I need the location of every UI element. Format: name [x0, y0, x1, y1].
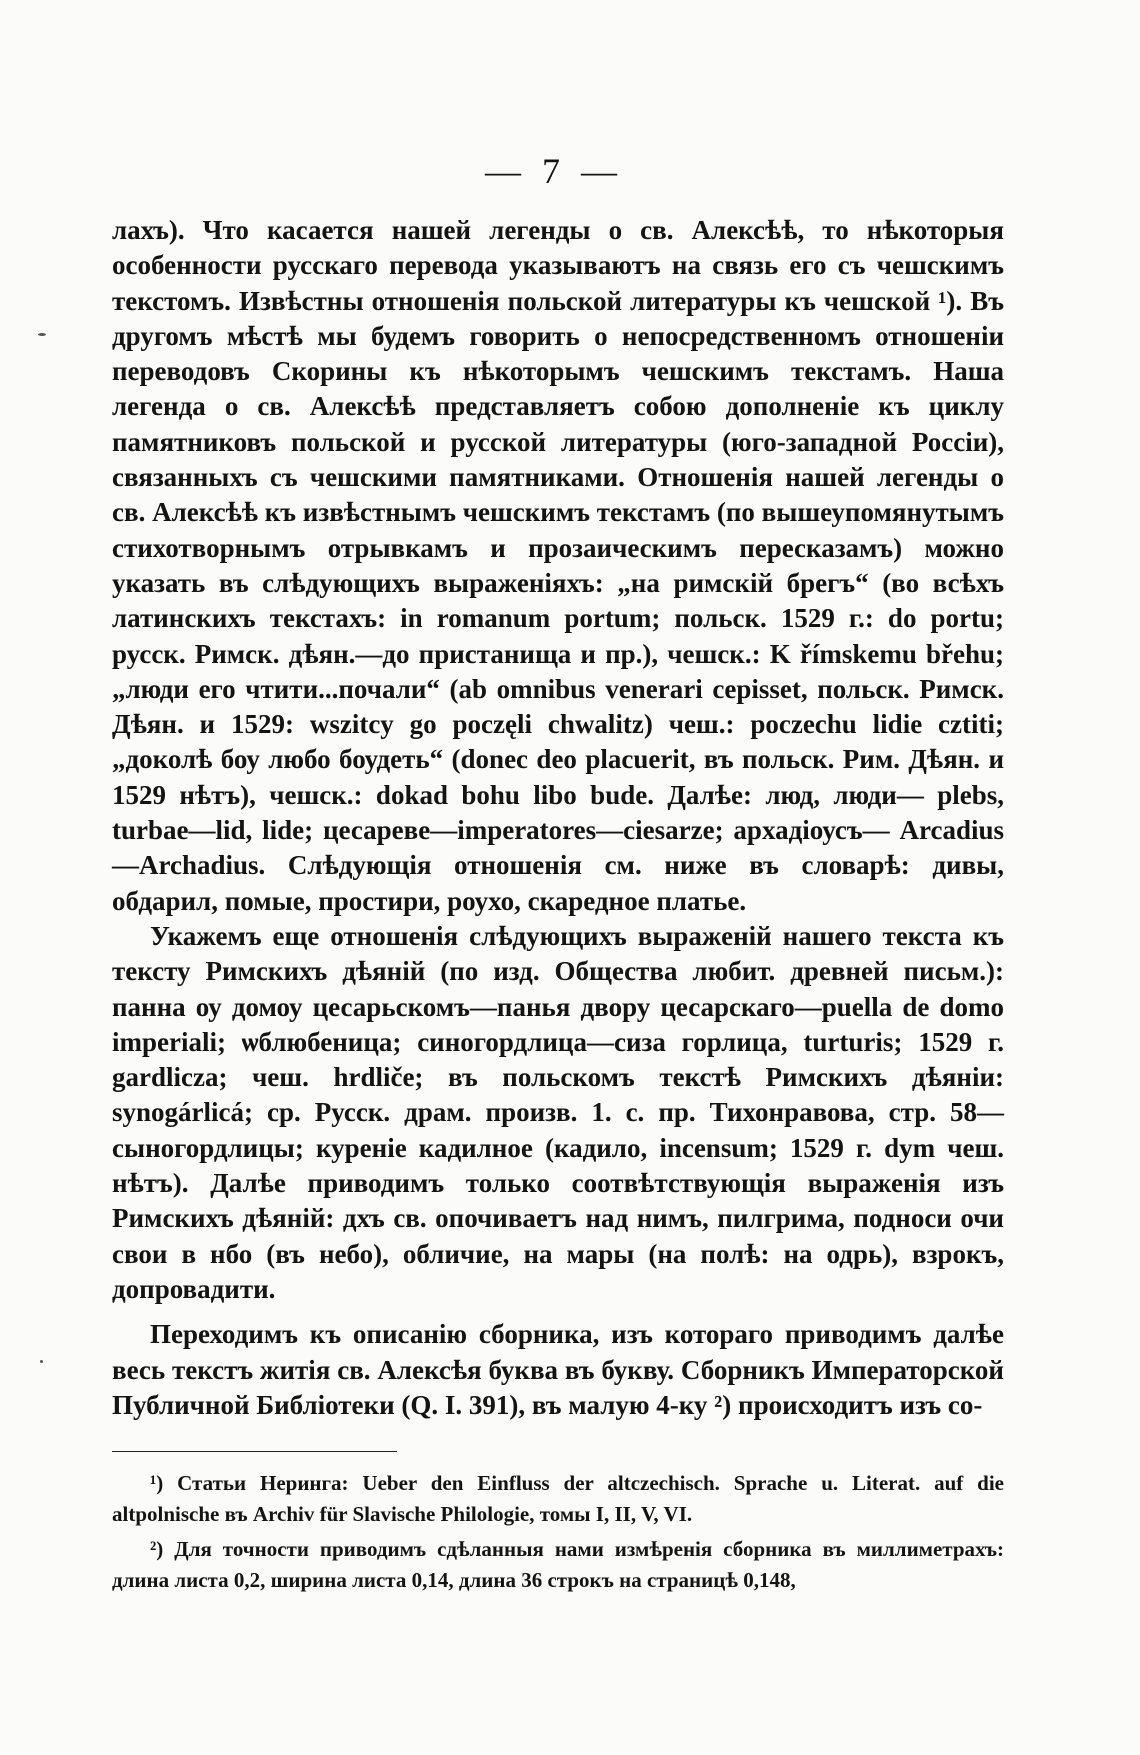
footnote-separator	[112, 1451, 397, 1452]
footnote-1: ¹) Статьи Нерингa: Ueber den Einfluss der altczechisch. Sprache u. Literat. auf die altpolnische въ Archiv für Slavische Philologie, томы I, II, V, VI.	[112, 1471, 1004, 1526]
footnotes	[112, 1468, 1004, 1596]
margin-speck	[38, 333, 46, 336]
paragraph-1: лахъ). Что касается нашей легенды о св. Алексѣѣ, то нѣкоторыя особенности русскаго перевода указываютъ на связь его съ чешскимъ текстомъ. Извѣстны отношенія польской литературы къ чешской ¹). Въ другомъ мѣстѣ мы будемъ говорить о непосредственномъ отношеніи переводовъ Скорины къ нѣкоторымъ чешскимъ текстамъ. Наша легенда о св. Алексѣѣ представляетъ собою дополненіе къ циклу памятниковъ польской и русской литературы (юго-западной Россіи), связанныхъ съ чешскими памятниками. Отношенія нашей легенды о св. Алексѣѣ къ извѣстнымъ чешскимъ текстамъ (по вышеупомянутымъ стихотворнымъ отрывкамъ и прозаическимъ пересказамъ) можно указать въ слѣдующихъ выраженіяхъ: „на римскій брегъ“ (во всѣхъ латинскихъ текстахъ: in romanum portum; польск. 1529 г.: do portu; русск. Римск. дѣян.—до пристанища и пр.), чешск.: K římskemu břehu; „люди его чтити...почали“ (ab omnibus venerari cepisset, польск. Римск. Дѣян. и 1529: wszitcy go poczęli chwalitz) чеш.: poczechu lidie cztiti; „доколѣ боу любо боудеть“ (donec deo placuerit, въ польск. Рим. Дѣян. и 1529 нѣтъ), чешск.: dokad bohu libo bude. Далѣе: люд, люди— plebs, turbae—lid, lide; цесареве—imperatores—ciesarze; архадіоусъ— Arcadius—Archadius. Слѣдующія отношенія см. ниже въ словарѣ: дивы, обдарил, помые, простири, роухо, скаредное платье.	[112, 215, 1004, 916]
paragraph-2: Укажемъ еще отношенія слѣдующихъ выраженій нашего текста къ тексту Римскихъ дѣяній (по изд. Общества любит. древней письм.): панна оу домоу цесарьскомъ—панья двору цесарскаго—puella de domo imperiali; ѡблюбеница; синогордлица—сиза горлица, turturis; 1529 г. gardlicza; чеш. hrdliče; въ польскомъ текстѣ Римскихъ дѣяніи: synogárlicá; ср. Русск. драм. произв. 1. с. пр. Тихонравова, стр. 58— сыногордлицы; куреніе кадилное (кадило, incensum; 1529 г. dym чеш. нѣтъ). Далѣе приводимъ только соотвѣтствующія выраженія изъ Римскихъ дѣяній: дхъ св. опочиваетъ над нимъ, пилгрима, подноси очи свои в нбо (въ небо), обличие, на мары (на полѣ: на одрь), взрокъ, допровадити.	[112, 920, 1004, 1304]
paragraph-3: Переходимъ къ описанію сборника, изъ котораго приводимъ далѣе весь текстъ житія св. Алексѣя буква въ букву. Сборникъ Императорской Публичной Библіотеки (Q. I. 391), въ малую 4-ку ²) происходитъ изъ со-	[112, 1319, 1004, 1420]
main-text	[112, 213, 1004, 1423]
footnote-2: ²) Для точности приводимъ сдѣланныя нами измѣренія сборника въ миллиметрахъ: длина листа 0,2, ширина листа 0,14, длина 36 строкъ на страницѣ 0,148,	[112, 1537, 1004, 1592]
margin-speck	[40, 1360, 43, 1363]
page-number: — 7 —	[485, 151, 623, 191]
